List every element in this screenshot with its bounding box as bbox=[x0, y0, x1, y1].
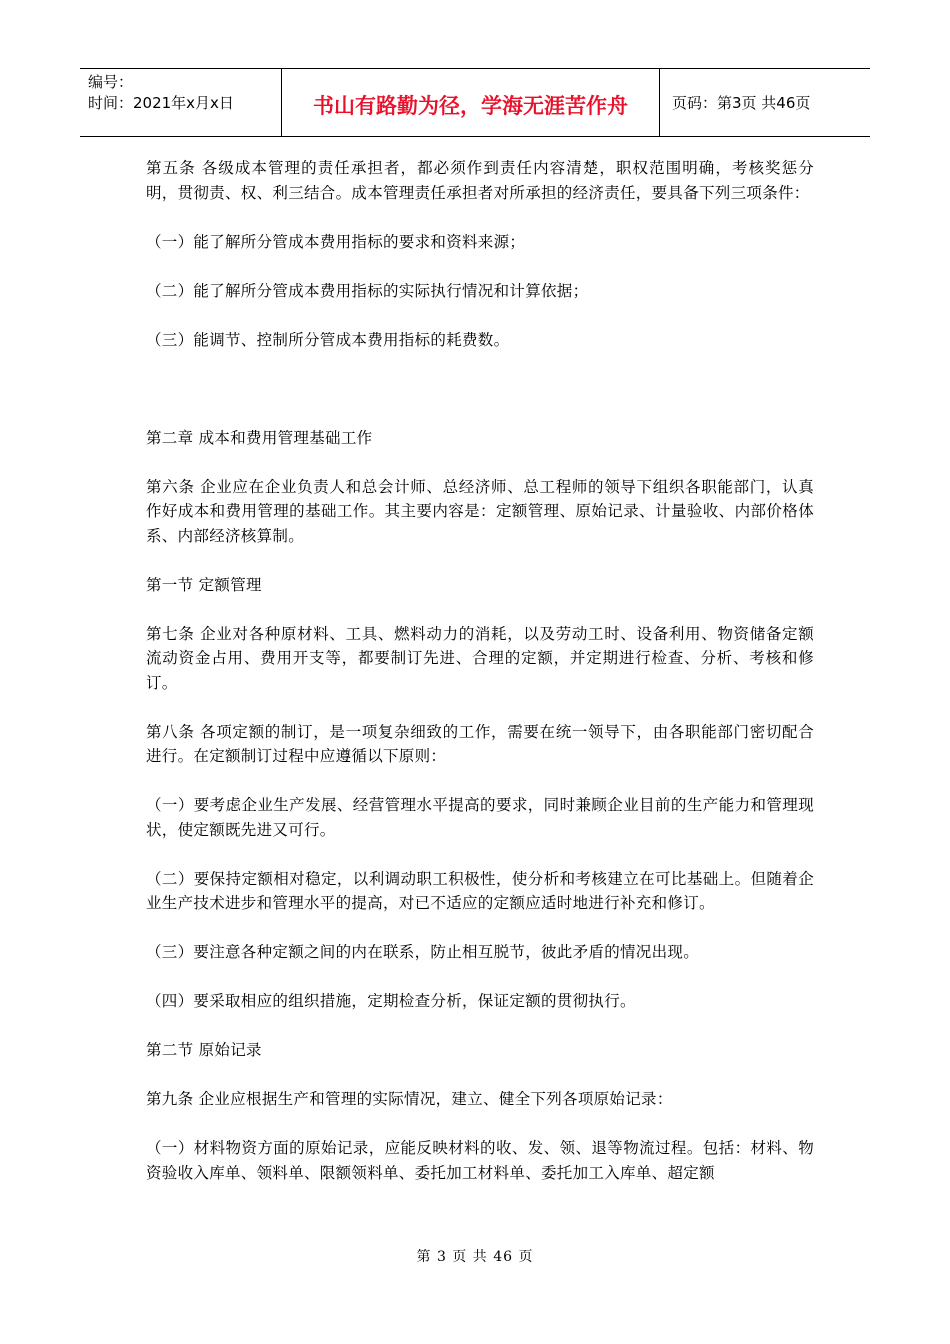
clause-item: （二）要保持定额相对稳定，以利调动职工积极性，使分析和考核建立在可比基础上。但随着企业生产技术进步和管理水平的提高，对已不适应的定额应适时地进行补充和修订。 bbox=[146, 869, 814, 912]
clause-item: （一）要考虑企业生产发展、经营管理水平提高的要求，同时兼顾企业目前的生产能力和管理现状，使定额既先进又可行。 bbox=[146, 796, 814, 839]
article-7: 第七条 企业对各种原材料、工具、燃料动力的消耗，以及劳动工时、设备利用、物资储备定额流动资金占用、费用开支等，都要制订先进、合理的定额，并定期进行检查、分析、考核和修订。 bbox=[146, 624, 814, 692]
article-8: 第八条 各项定额的制订，是一项复杂细致的工作，需要在统一领导下，由各职能部门密切配合进行。在定额制订过程中应遵循以下原则： bbox=[146, 722, 814, 765]
document-date-label: 时间：2021年x月x日 bbox=[88, 94, 234, 112]
clause-item: （三）能调节、控制所分管成本费用指标的耗费数。 bbox=[146, 330, 510, 349]
clause-item: （一）能了解所分管成本费用指标的要求和资料来源； bbox=[146, 232, 526, 251]
header-motto: 书山有路勤为径，学海无涯苦作舟 bbox=[282, 69, 660, 136]
section-heading: 第一节 定额管理 bbox=[146, 575, 262, 594]
header-meta bbox=[80, 69, 282, 136]
document-number-label: 编号： bbox=[88, 73, 134, 91]
section-heading: 第二节 原始记录 bbox=[146, 1041, 262, 1059]
clause-item: （四）要采取相应的组织措施，定期检查分析，保证定额的贯彻执行。 bbox=[146, 992, 636, 1010]
document-body bbox=[146, 156, 814, 1210]
article-5: 第五条 各级成本管理的责任承担者，都必须作到责任内容清楚，职权范围明确，考核奖惩分明，贯彻责、权、利三结合。成本管理责任承担者对所承担的经济责任，要具备下列三项条件： bbox=[146, 159, 814, 202]
article-9: 第九条 企业应根据生产和管理的实际情况，建立、健全下列各项原始记录： bbox=[146, 1090, 673, 1108]
page-footer: 第 3 页 共 46 页 bbox=[416, 1249, 534, 1265]
chapter-heading: 第二章 成本和费用管理基础工作 bbox=[146, 428, 373, 447]
clause-item: （二）能了解所分管成本费用指标的实际执行情况和计算依据； bbox=[146, 281, 589, 300]
header-page-label: 页码：第3页 共46页 bbox=[672, 94, 811, 112]
clause-item: （一）材料物资方面的原始记录，应能反映材料的收、发、领、退等物流过程。包括：材料、物资验收入库单、领料单、限额领料单、委托加工材料单、委托加工入库单、超定额 bbox=[146, 1139, 814, 1182]
section-spacer bbox=[146, 377, 814, 426]
page-header bbox=[80, 68, 870, 137]
clause-item: （三）要注意各种定额之间的内在联系，防止相互脱节，彼此矛盾的情况出现。 bbox=[146, 943, 700, 961]
article-6: 第六条 企业应在企业负责人和总会计师、总经济师、总工程师的领导下组织各职能部门，认真作好成本和费用管理的基础工作。其主要内容是：定额管理、原始记录、计量验收、内部价格体系、内部经济核算制。 bbox=[146, 477, 814, 545]
